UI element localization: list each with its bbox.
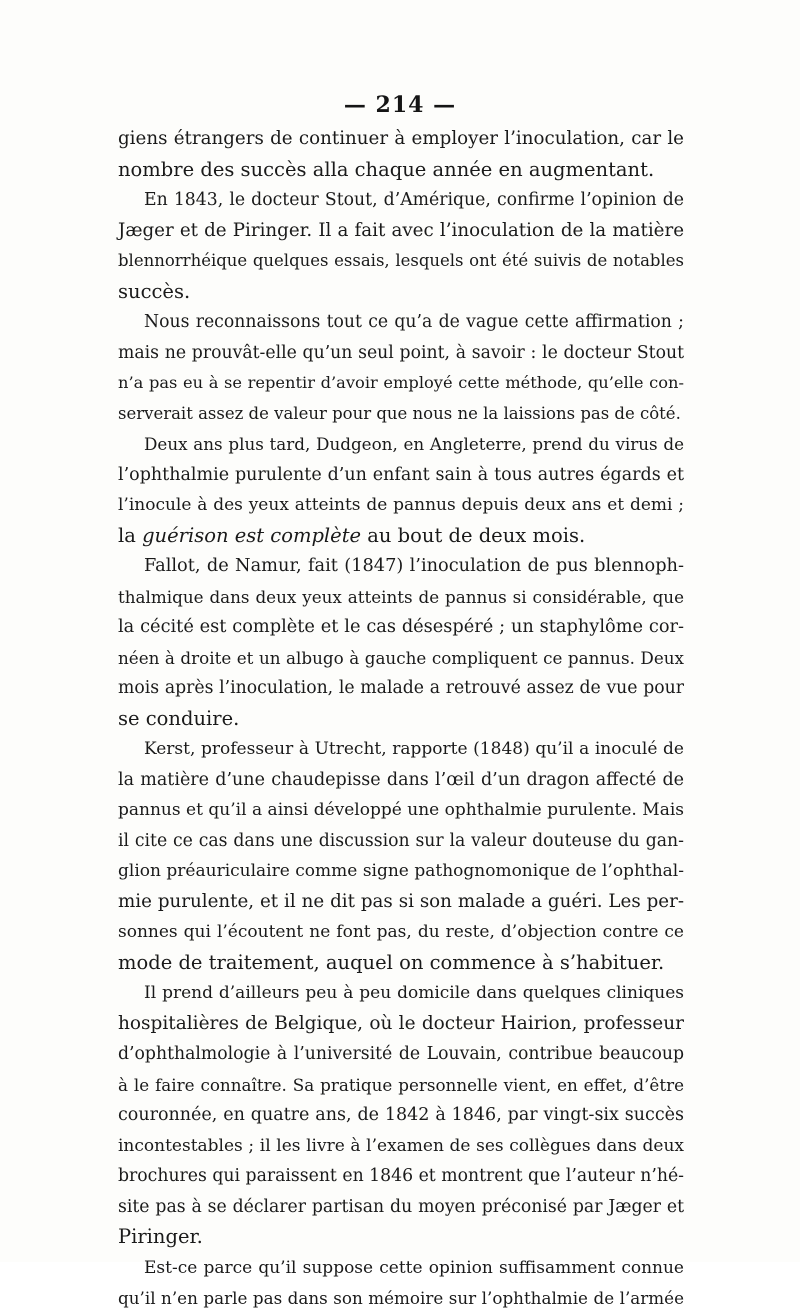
text-line — [118, 1192, 684, 1223]
text-segment: sonnes qui l’écoutent ne font pas, du reste, d’objection contre ce — [118, 922, 684, 942]
body-text — [118, 124, 684, 1314]
text-segment: hospitalières de Belgique, où le docteur Hairion, professeur — [118, 1012, 684, 1034]
text-segment: couronnée, en quatre ans, de 1842 à 1846, par vingt-six succès — [118, 1105, 684, 1125]
text-segment: thalmique dans deux yeux atteints de pannus si considérable, que — [118, 586, 684, 607]
text-segment: Deux ans plus tard, Dudgeon, en Angleterre, prend du virus de — [144, 434, 684, 454]
text-segment: n’a pas eu à se repentir d’avoir employé cette méthode, qu’elle con- — [118, 373, 684, 392]
text-line — [118, 185, 684, 216]
text-line — [118, 551, 684, 582]
text-segment: la — [118, 523, 143, 547]
text-line — [118, 1222, 684, 1253]
text-line — [118, 124, 684, 155]
text-line — [118, 734, 684, 765]
text-line — [118, 612, 684, 643]
text-line — [118, 582, 684, 613]
text-segment: la matière d’une chaudepisse dans l’œil d’un dragon affecté de — [118, 769, 684, 790]
text-line — [118, 1100, 684, 1131]
text-line — [118, 704, 684, 735]
text-segment: Fallot, de Namur, fait (1847) l’inoculation de pus blennoph- — [144, 556, 684, 576]
text-line — [118, 460, 684, 491]
text-line — [118, 917, 684, 948]
text-segment: site pas à se déclarer partisan du moyen préconisé par Jæger et — [118, 1196, 684, 1217]
text-line — [118, 1039, 684, 1070]
text-segment: Piringer. — [118, 1225, 203, 1248]
text-line — [118, 765, 684, 796]
text-segment: d’ophthalmologie à l’université de Louvain, contribue beaucoup — [118, 1044, 684, 1064]
text-segment: En 1843, le docteur Stout, d’Amérique, confirme l’opinion de — [144, 190, 684, 210]
text-line — [118, 216, 684, 247]
text-segment: serverait assez de valeur pour que nous ne la laissions pas de côté. — [118, 403, 681, 423]
text-line — [118, 1253, 684, 1284]
text-line — [118, 1070, 684, 1101]
text-segment: Jæger et de Piringer. Il a fait avec l’inoculation de la matière — [118, 219, 684, 241]
text-segment: Nous reconnaissons tout ce qu’a de vague cette affirmation ; — [144, 312, 684, 332]
text-line — [118, 399, 684, 430]
text-line — [118, 307, 684, 338]
italic-text: guérison est complète — [142, 523, 362, 547]
text-segment: l’inocule à des yeux atteints de pannus depuis deux ans et demi ; — [118, 495, 684, 515]
text-line — [118, 1283, 684, 1314]
text-line — [118, 490, 684, 521]
text-segment: Kerst, professeur à Utrecht, rapporte (1848) qu’il a inoculé de — [144, 739, 684, 759]
text-line — [118, 368, 684, 399]
text-segment: pannus et qu’il a ainsi développé une ophthalmie purulente. Mais — [118, 800, 684, 820]
text-segment: au bout de deux mois. — [361, 523, 586, 547]
text-line — [118, 1161, 684, 1192]
text-segment: mois après l’inoculation, le malade a retrouvé assez de vue pour — [118, 678, 684, 698]
text-segment: mais ne prouvât-elle qu’un seul point, à savoir : le docteur Stout — [118, 342, 684, 363]
text-line — [118, 1009, 684, 1040]
text-segment: l’ophthalmie purulente d’un enfant sain à tous autres égards et — [118, 464, 684, 485]
text-segment: qu’il n’en parle pas dans son mémoire sur l’ophthalmie de l’armée — [118, 1288, 684, 1308]
text-segment: mie purulente, et il ne dit pas si son malade a guéri. Les per- — [118, 890, 684, 912]
text-segment: Il prend d’ailleurs peu à peu domicile dans quelques cliniques — [144, 983, 684, 1003]
text-line — [118, 887, 684, 918]
text-segment: incontestables ; il les livre à l’examen de ses collègues dans deux — [118, 1135, 684, 1156]
text-segment: Est-ce parce qu’il suppose cette opinion suffisamment connue — [144, 1257, 684, 1278]
text-segment: il cite ce cas dans une discussion sur la valeur douteuse du gan- — [118, 830, 684, 851]
text-segment: brochures qui paraissent en 1846 et montrent que l’auteur n’hé- — [118, 1166, 684, 1186]
text-segment: se conduire. — [118, 706, 240, 730]
text-line — [118, 1131, 684, 1162]
text-line — [118, 429, 684, 460]
text-segment: la cécité est complète et le cas désespéré ; un staphylôme cor- — [118, 617, 684, 637]
text-line — [118, 155, 684, 186]
text-line — [118, 948, 684, 979]
text-segment: mode de traitement, auquel on commence à s’habituer. — [118, 950, 665, 974]
page-number: — 214 — — [343, 92, 457, 118]
text-line — [118, 338, 684, 369]
text-line — [118, 795, 684, 826]
text-line — [118, 521, 684, 552]
text-line — [118, 277, 684, 308]
text-line — [118, 246, 684, 277]
text-segment: nombre des succès alla chaque année en augmentant. — [118, 157, 655, 181]
text-segment: glion préauriculaire comme signe pathognomonique de l’ophthal- — [118, 861, 684, 881]
text-line — [118, 978, 684, 1009]
text-line — [118, 856, 684, 887]
text-segment: giens étrangers de continuer à employer l’inoculation, car le — [118, 128, 684, 149]
text-segment: succès. — [118, 279, 191, 303]
text-line — [118, 673, 684, 704]
text-segment: néen à droite et un albugo à gauche compliquent ce pannus. Deux — [118, 647, 684, 668]
text-segment: blennorrhéique quelques essais, lesquels ont été suivis de notables — [118, 251, 684, 270]
text-line — [118, 643, 684, 674]
text-segment: à le faire connaître. Sa pratique personnelle vient, en effet, d’être — [118, 1074, 684, 1095]
text-line — [118, 826, 684, 857]
